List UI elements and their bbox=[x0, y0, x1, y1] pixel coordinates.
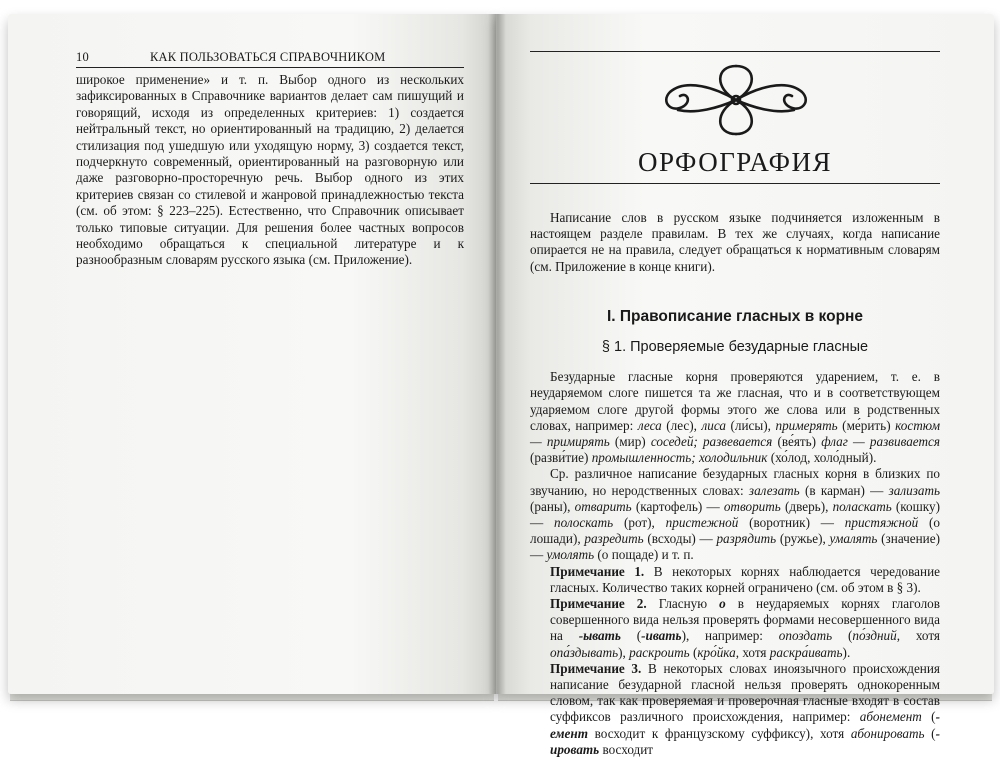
note-1: Примечание 1. В некоторых корнях наблюдается чередование гласных. Количество таких корней ограничено (см. об этом в § 3). bbox=[550, 563, 941, 595]
note-3: Примечание 3. В некоторых словах иноязычного происхождения написание безударной гласной нельзя проверять однокоренным словом, так как проверяемая и проверочная гласные входят в состав суффиксов различного происхождения, например: абонемент (-емент восходит к французскому суффиксу), хотя абонировать (-ировать восходит bbox=[550, 660, 940, 757]
rule-paragraph-1: Безударные гласные корня проверяются ударением, т. е. в неударяемом слоге пишется та же гласная, что и в соответствующем ударяемом слоге другой формы этого же слова или в родственных словах, например: леса (лес), лиса (ли́сы), примерять (ме́рить) костюм — примирять (мир) соседей; развевается (ве́ять) флаг — развивается (разви́тие) промышленность; холодильник (хо́лод, холо́дный). bbox=[530, 369, 940, 466]
right-page-text bbox=[530, 210, 940, 758]
page-number: 10 bbox=[76, 50, 89, 64]
section-title: I. Правописание гласных в корне bbox=[606, 307, 864, 325]
chapter-bottom-rule bbox=[530, 183, 940, 184]
running-head bbox=[76, 50, 464, 68]
chapter-intro: Написание слов в русском языке подчиняется изложенным в настоящем разделе правилам. В тех же случаях, когда написание опирается не на правила, следует обращаться к нормативным словарям (см. Приложение в конце книги). bbox=[530, 210, 940, 274]
flourish-ornament-icon bbox=[656, 58, 816, 142]
left-page-text bbox=[76, 72, 464, 269]
chapter-top-rule bbox=[530, 51, 940, 52]
running-head-title: КАК ПОЛЬЗОВАТЬСЯ СПРАВОЧНИКОМ bbox=[150, 50, 386, 64]
book-gutter bbox=[488, 14, 506, 694]
paragraph-title: § 1. Проверяемые безударные гласные bbox=[601, 339, 869, 356]
rule-paragraph-2: Ср. различное написание безударных гласных корня в близких по звучанию, но неродственных словах: залезать (в карман) — зализать (раны), отварить (картофель) — отворить (дверь), поласкать (кошку) — полоскать (рот), пристежной (воротник) — пристяжной (о лошади), разредить (всходы) — разрядить (ружье), умалять (значение) — умолять (о пощаде) и т. п. bbox=[530, 466, 941, 563]
chapter-title: ОРФОГРАФИЯ bbox=[637, 147, 833, 177]
left-page-paragraph: широкое применение» и т. п. Выбор одного из нескольких зафиксированных в Справочнике вариантов делает сам пишущий и говорящий, исходя из определенных критериев: 1) создается нейтральный текст, но ориентированный на традицию, 2) делается стилизация под ушедшую или уходящую норму, 3) создается текст, подчеркнуто современный, ориентированный на разговорную или даже разговорно-просторечную речь. Выбор одного из этих критериев связан со стилевой и жанровой принадлежностью текста (см. об этом: § 223–225). Естественно, что Справочник описывает только типовые ситуации. Для решения более частных вопросов необходимо обращаться к специальной литературе и к разнообразным словарям русского языка (см. Приложение). bbox=[76, 72, 464, 268]
note-2: Примечание 2. Гласную о в неударяемых корнях глаголов совершенного вида нельзя проверять формами несовершенного вида на -ывать (-ивать), например: опоздать (по́здний, хотя опа́здывать), раскроить (кро́йка, хотя раскра́ивать). bbox=[550, 596, 940, 660]
